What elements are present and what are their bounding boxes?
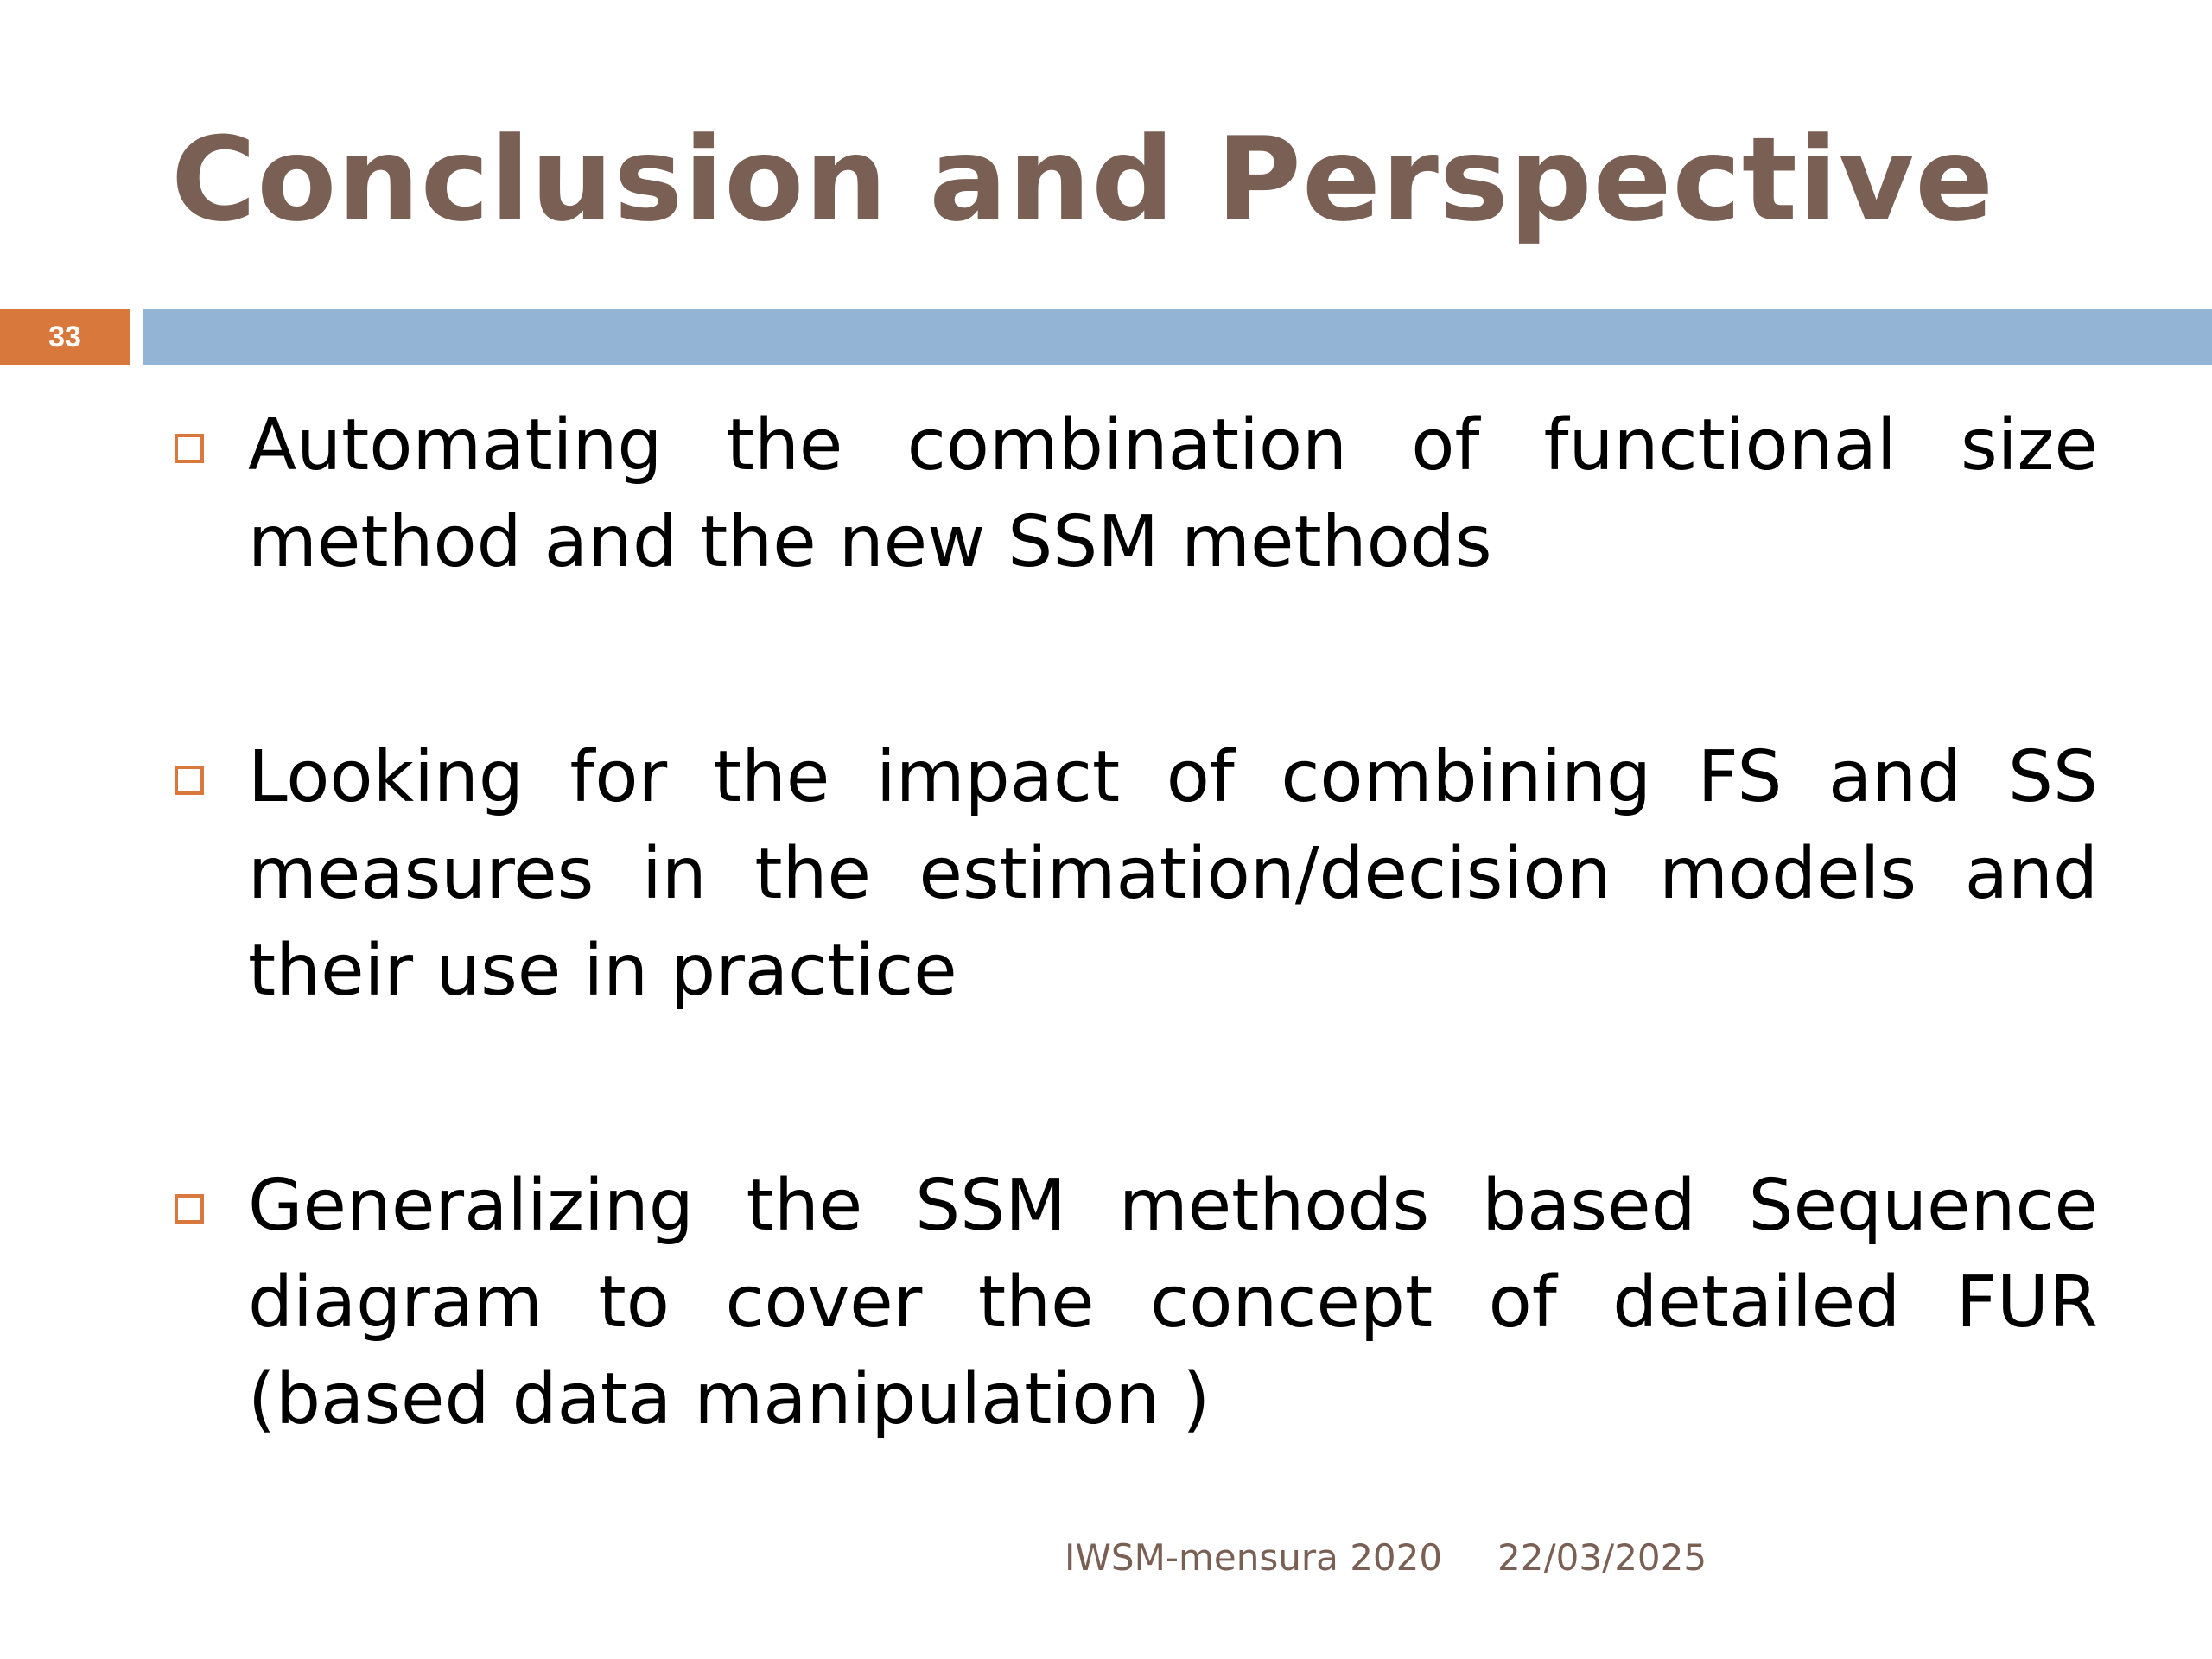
slide-number-badge: 33 — [0, 309, 130, 365]
bullet-item — [171, 1158, 2098, 1448]
bullet-text: Automating the combination of functional size method and the new SSM methods — [248, 404, 2098, 583]
bullet-item — [171, 397, 2098, 591]
bullet-text: Generalizing the SSM methods based Sequence diagram to cover the concept of detailed FUR (based data manipulation ) — [248, 1165, 2098, 1440]
bullet-item — [171, 729, 2098, 1020]
hollow-square-bullet-icon — [175, 434, 204, 463]
hollow-square-bullet-icon — [175, 1194, 204, 1224]
bullet-list — [171, 397, 2098, 1448]
slide-title: Conclusion and Perspective — [171, 112, 1995, 247]
bullet-text: Looking for the impact of combining FS and SS measures in the estimation/decision models and their use in practice — [248, 736, 2098, 1012]
footer-date: 22/03/2025 — [1497, 1536, 1707, 1579]
hollow-square-bullet-icon — [175, 766, 204, 795]
footer-event: IWSM-mensura 2020 — [1065, 1536, 1443, 1579]
title-divider-bar — [143, 309, 2212, 365]
